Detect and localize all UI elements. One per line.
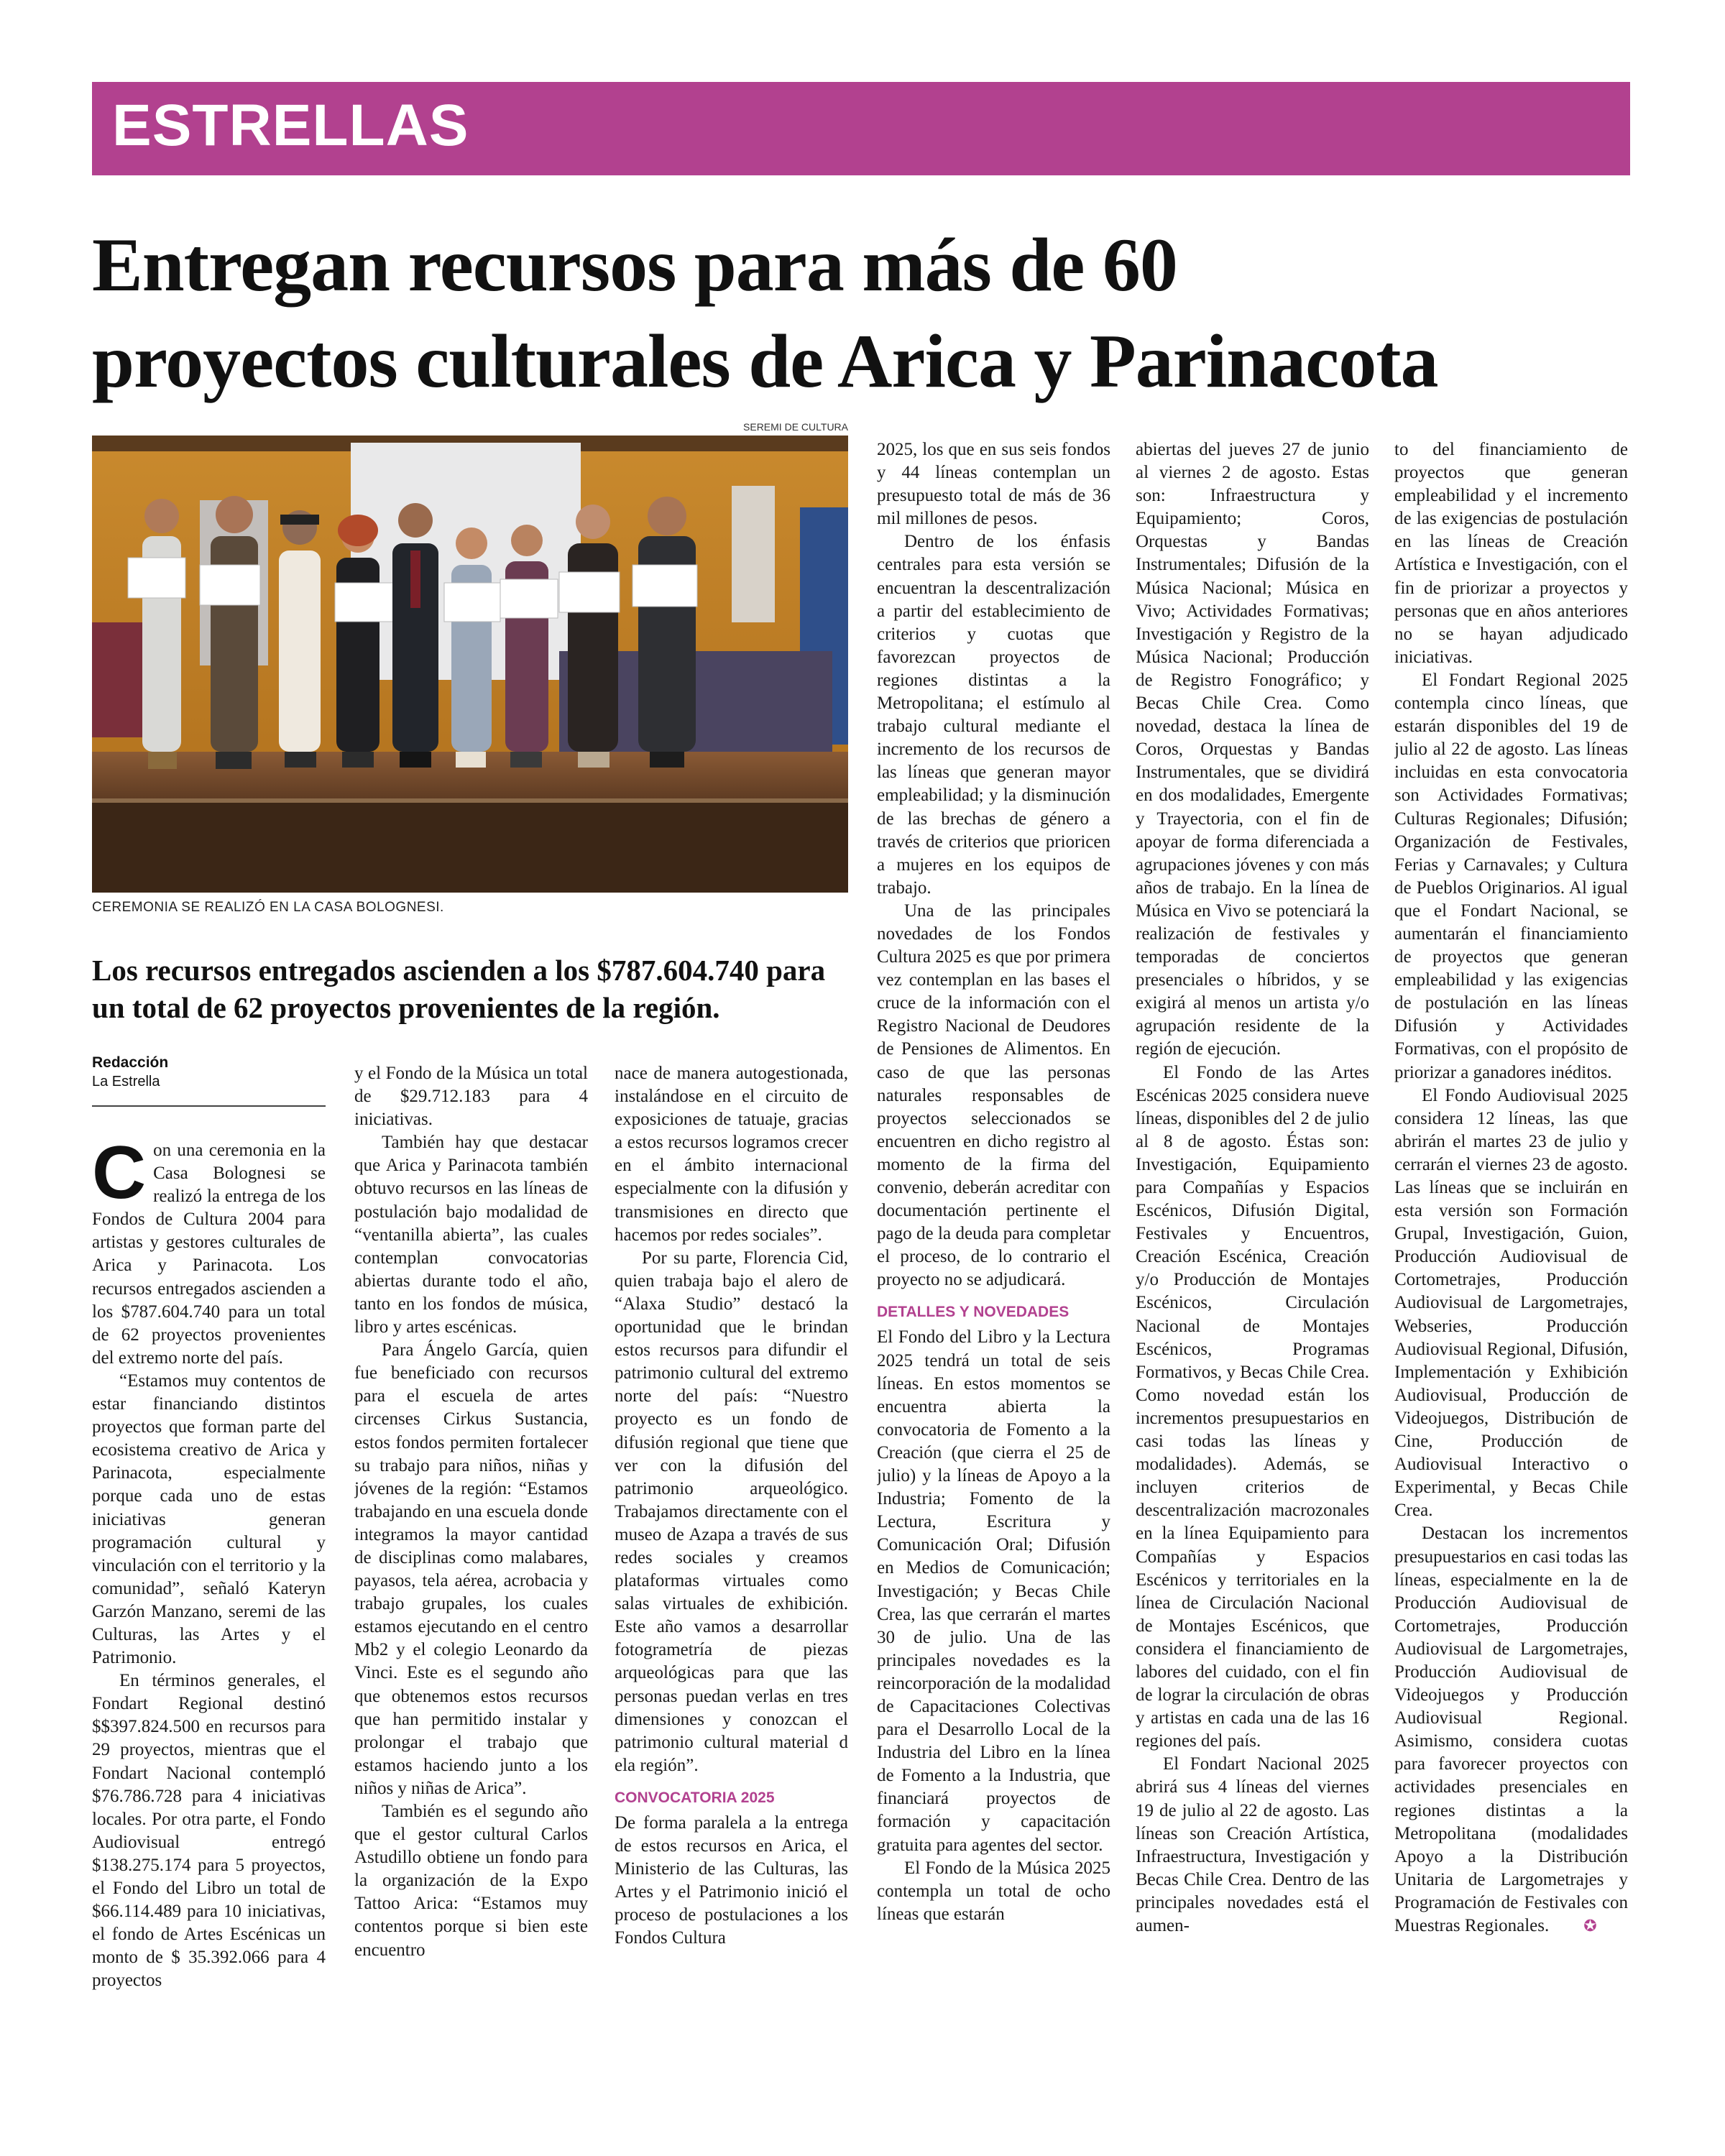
article-column-4 xyxy=(877,438,1110,2081)
subhead-convocatoria: CONVOCATORIA 2025 xyxy=(615,1789,775,1806)
paragraph: El Fondart Nacional 2025 abrirá sus 4 líneas del viernes 19 de julio al 22 de agosto. Las líneas son Creación Artística, Infraestructura, Investigación y Becas Chile Crea. Dentro de las principales novedades está el aumen- xyxy=(1136,1754,1369,1935)
paragraph: De forma paralela a la entrega de estos recursos en Arica, el Ministerio de las Culturas, las Artes y el Patrimonio inició el proceso de postulaciones a los Fondos Cultura xyxy=(615,1812,848,1948)
paragraph: El Fondo de las Artes Escénicas 2025 considera nueve líneas, disponibles del 2 de julio al 8 de agosto. Éstas son: Investigación, Equipamiento para Compañías y Espacios Escénicos, Difusión Digital, Festivales y Encuentros, Creación Escénica, Creación y/o Producción de Montajes Escénicos, Circulación Nacional de Montajes Escénicos, Programas Formativos, y Becas Chile Crea. Como novedad están los incrementos presupuestarios en casi todas las líneas y modalidades). Además, se incluyen criterios de descentralización macrozonales en la línea Equipamiento para Compañías y Espacios Escénicos y territoriales en la línea de Circulación Nacional de Montajes Escénicos, que considera el financiamiento de labores del cuidado, con el fin de lograr la circulación de obras y artistas en cada una de las 16 regiones del país. xyxy=(1136,1062,1369,1751)
paragraph-text: on una ceremonia en la Casa Bolognesi se realizó la entrega de los Fondos de Cultura 2004 para artistas y gestores culturales de Arica y Parinacota. Los recursos entregados ascienden a los $787.604.740 para un total de 62 proyectos provenientes del extremo norte del país. xyxy=(92,1141,326,1368)
paragraph: Una de las principales novedades de los Fondos Cultura 2025 es que por primera vez contemplan en las bases el cruce de la información con el Registro Nacional de Deudores de Pensiones de Alimentos. En caso de que las personas naturales responsables de proyectos seleccionados se encuentren en dicho registro al momento de la firma del convenio, deberán acreditar con documentación pertinente el pago de la deuda para completar el proceso, de lo contrario el proyecto no se adjudicará. xyxy=(877,900,1110,1290)
paragraph xyxy=(1394,1522,1628,1938)
paragraph: El Fondo Audiovisual 2025 considera 12 líneas, las que abrirán el martes 23 de julio y cerrarán el viernes 23 de agosto. Las líneas que se incluirán en esta versión son Formación Grupal, Investigación, Guion, Producción Audiovisual de Cortometrajes, Producción Audiovisual de Largometrajes, Webseries, Producción Audiovisual Regional, Difusión, Implementación y Exhibición Audiovisual, Producción de Videojuegos, Distribución de Cine, Producción de Audiovisual Interactivo o Experimental, y Becas Chile Crea. xyxy=(1394,1085,1628,1521)
paragraph: También es el segundo año que el gestor cultural Carlos Astudillo obtiene un fondo para la organización de la Expo Tattoo Arica: “Estamos muy contentos porque si bien este encuentro xyxy=(354,1802,588,1960)
headline-line-1: Entregan recursos para más de 60 xyxy=(92,223,1177,307)
headline xyxy=(92,217,1644,410)
paragraph: nace de manera autogestionada, instalándose en el circuito de exposiciones de tatuaje, gracias a estos recursos logramos crecer en el ámbito internacional especialmente con la difusión y transmisiones en directo que hacemos por redes sociales”. xyxy=(615,1064,848,1245)
paragraph: Para Ángelo García, quien fue beneficiado con recursos para el escuela de artes circenses Cirkus Sustancia, estos fondos permiten fortalecer su trabajo para niños, niñas y jóvenes de la región: “Estamos trabajando en una escuela donde integramos la mayor cantidad de disciplinas como malabares, payasos, tela aérea, acrobacia y trabajo grupales, los cuales estamos ejecutando en el centro Mb2 y el colegio Leonardo da Vinci. Este es el segundo año que obtenemos estos recursos que han permitido instalar y prolongar el trabajo que estamos haciendo junto a los niños y niñas de Arica”. xyxy=(354,1340,588,1798)
dropcap: C xyxy=(92,1139,147,1215)
ceremony-photo xyxy=(92,436,848,893)
paragraph-text: Destacan los incrementos presupuestarios en casi todas las líneas, especialmente en la de Producción Audiovisual de Cortometrajes, Producción Audiovisual de Largometrajes, Producción Audiovisual de Videojuegos y Producción Audiovisual Regional. Asimismo, considera cuotas para favorecer proyectos con actividades presenciales en regiones distintas a la Metropolitana (modalidades Apoyo a la Distribución Unitaria de Largometrajes y Programación de Festivales con Muestras Regionales. xyxy=(1394,1524,1628,1935)
byline-divider xyxy=(92,1105,326,1107)
byline-author: Redacción xyxy=(92,1054,169,1071)
photo-caption: CEREMONIA SE REALIZÓ EN LA CASA BOLOGNESI. xyxy=(92,900,444,915)
article-column-6 xyxy=(1394,438,1628,2081)
paragraph xyxy=(92,1139,326,1370)
headline-line-2: proyectos culturales de Arica y Parinacota xyxy=(92,319,1438,403)
article-column-2 xyxy=(354,1062,588,2081)
paragraph: Dentro de los énfasis centrales para esta versión se encuentran la descentralización a partir del establecimiento de criterios y cuotas que favorezcan proyectos de regiones distintas a la Metropolitana; el estímulo al trabajo cultural mediante el incremento de los recursos de las líneas que generan mayor empleabilidad; y la disminución de las brechas de género a través de criterios que prioricen a mujeres en los equipos de trabajo. xyxy=(877,532,1110,898)
paragraph: y el Fondo de la Música un total de $29.712.183 para 4 iniciativas. xyxy=(354,1064,588,1130)
end-mark-icon: ✪ xyxy=(1583,1917,1597,1935)
article-column-3 xyxy=(615,1062,848,2081)
paragraph: abiertas del jueves 27 de junio al viernes 2 de agosto. Estas son: Infraestructura y Equipamiento; Coros, Orquestas y Bandas Instrumentales; Difusión de la Música Nacional; Música en Vivo; Actividades Formativas; Investigación y Registro de la Música Nacional; Producción de Registro Fonográfico; y Becas Chile Crea. Como novedad, destaca la línea de Coros, Orquestas y Bandas Instrumentales, que se dividirá en dos modalidades, Emergente y Trayectoria, con el fin de apoyar de forma diferenciada a agrupaciones jóvenes y con más años de trabajo. En la línea de Música en Vivo se potenciará la realización de festivales y temporadas de conciertos presenciales o híbridos, y se exigirá al menos un artista y/o agrupación residente de la región de ejecución. xyxy=(1136,440,1369,1059)
byline-outlet: La Estrella xyxy=(92,1074,160,1089)
byline xyxy=(92,1054,329,1091)
paragraph: También hay que destacar que Arica y Parinacota también obtuvo recursos en las líneas de postulación bajo modalidad de “ventanilla abierta”, las cuales contemplan convocatorias abiertas durante todo el año, tanto en los fondos de música, libro y artes escénicas. xyxy=(354,1133,588,1337)
paragraph: Por su parte, Florencia Cid, quien trabaja bajo el alero de “Alaxa Studio” destacó la oportunidad que le brindan estos recursos para difundir el patrimonio cultural del extremo norte del país: “Nuestro proyecto es un fondo de difusión regional que tiene que ver con la difusión del patrimonio arqueológico. Trabajamos directamente con el museo de Azapa a través de sus redes sociales y creamos plataformas virtuales como salas virtuales de exhibición. Este año vamos a desarrollar fotogrametría de piezas arqueológicas para que las personas puedan verlas en tres dimensiones y conozcan el patrimonio cultural material d ela región”. xyxy=(615,1248,848,1775)
paragraph: “Estamos muy contentos de estar financiando distintos proyectos que forman parte del ecosistema creativo de Arica y Parinacota, especialmente porque cada uno de estas iniciativas generan programación cultural y vinculación con el territorio y la comunidad”, señaló Kateryn Garzón Manzano, seremi de las Culturas, las Artes y el Patrimonio. xyxy=(92,1370,326,1668)
paragraph: 2025, los que en sus seis fondos y 44 líneas contemplan un presupuesto total de más de 36 mil millones de pesos. xyxy=(877,440,1110,529)
article-column-1 xyxy=(92,1139,326,2081)
photo-credit: SEREMI DE CULTURA xyxy=(743,421,848,433)
article-column-5 xyxy=(1136,438,1369,2081)
subhead-detalles: DETALLES Y NOVEDADES xyxy=(877,1304,1070,1321)
paragraph: El Fondart Regional 2025 contempla cinco líneas, que estarán disponibles del 19 de julio al 22 de agosto. Las líneas incluidas en esta convocatoria son Actividades Formativas; Culturas Regionales; Difusión; Organización de Festivales, Ferias y Carnavales; y Cultura de Pueblos Originarios. Al igual que el Fondart Nacional, se aumentarán el financiamiento de proyectos que generan empleabilidad y las exigencias de postulación en las líneas Difusión y Actividades Formativas, con el propósito de priorizar a ganadores inéditos. xyxy=(1394,670,1628,1082)
paragraph: En términos generales, el Fondart Regional destinó $$397.824.500 en recursos para 29 proyectos, mientras que el Fondart Nacional contempló $76.786.728 para 4 iniciativas locales. Por otra parte, el Fondo Audiovisual entregó $138.275.174 para 5 proyectos, el Fondo del Libro un total de $66.114.489 para 10 iniciativas, el fondo de Artes Escénicas un monto de $ 35.392.066 para 4 proyectos xyxy=(92,1671,326,1991)
article-deck: Los recursos entregados ascienden a los $787.604.740 para un total de 62 proyectos provenientes de la región. xyxy=(92,954,826,1024)
section-label: ESTRELLAS xyxy=(112,93,469,158)
paragraph: El Fondo del Libro y la Lectura 2025 tendrá un total de seis líneas. En estos momentos se encuentra abierta la convocatoria de Fomento a la Creación (que cierra el 25 de julio) y la líneas de Apoyo a la Industria; Fomento de la Lectura, Escritura y Comunicación Oral; Difusión en Medios de Comunicación; Investigación; y Becas Chile Crea, las que cerrarán el martes 30 de julio. Una de las principales novedades es la reincorporación de la modalidad de Capacitaciones Colectivas para el Desarrollo Local de la Industria del Libro en la línea de Fomento a la Industria, que financiará proyectos de formación y capacitación gratuita para agentes del sector. xyxy=(877,1327,1110,1855)
paragraph: to del financiamiento de proyectos que generan empleabilidad y el incremento de las exigencias de postulación en las líneas de Creación Artística e Investigación, con el fin de priorizar a proyectos y personas que en años anteriores no se hayan adjudicado iniciativas. xyxy=(1394,440,1628,667)
paragraph: El Fondo de la Música 2025 contempla un total de ocho líneas que estarán xyxy=(877,1858,1110,1924)
section-header xyxy=(92,82,1630,175)
